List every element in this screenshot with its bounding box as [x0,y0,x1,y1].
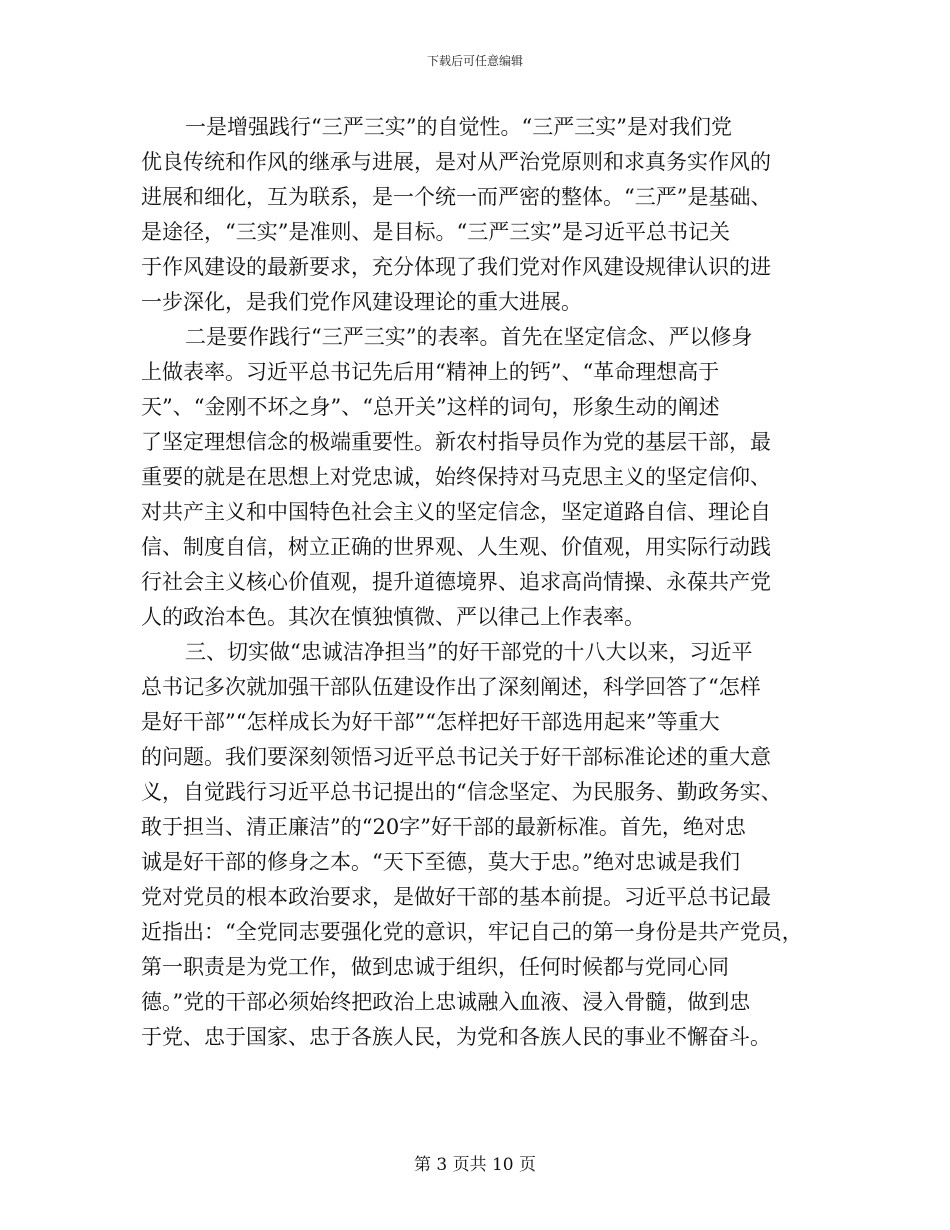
text-line: 德。”党的干部必须始终把政治上忠诚融入血液、浸入骨髓，做到忠 [141,990,751,1014]
text-line: 于作风建设的最新要求，充分体现了我们党对作风建设规律认识的进 [141,255,771,279]
text-line: 近指出：“全党同志要强化党的意识，牢记自己的第一身份是共产党员， [141,920,803,944]
text-line: 第一职责是为党工作，做到忠诚于组织，任何时候都与党同心同 [141,955,729,979]
document-body [141,110,831,1055]
page-number: 第 3 页共 10 页 [413,1155,537,1175]
text-line: 二是要作践行“三严三实”的表率。首先在坚定信念、严以修身 [185,325,753,349]
text-line: 诚是好干部的修身之本。“天下至德，莫大于忠。”绝对忠诚是我们 [141,850,740,874]
text-line: 行社会主义核心价值观，提升道德境界、追求高尚情操、永葆共产党 [141,570,771,594]
text-line: 对共产主义和中国特色社会主义的坚定信念，坚定道路自信、理论自 [141,500,771,524]
text-line: 上做表率。习近平总书记先后用“精神上的钙”、“革命理想高于 [141,360,720,384]
text-line: 三、切实做“忠诚洁净担当”的好干部党的十八大以来，习近平 [185,640,753,664]
text-line: 于党、忠于国家、忠于各族人民，为党和各族人民的事业不懈奋斗。 [141,1025,771,1049]
text-line: 了坚定理想信念的极端重要性。新农村指导员作为党的基层干部，最 [141,430,771,454]
text-line: 进展和细化，互为联系，是一个统一而严密的整体。“三严”是基础、 [141,185,772,209]
text-line: 人的政治本色。其次在慎独慎微、严以律己上作表率。 [141,605,645,629]
text-line: 是好干部”“怎样成长为好干部”“怎样把好干部选用起来”等重大 [141,710,720,734]
text-line: 义，自觉践行习近平总书记提出的“信念坚定、为民服务、勤政务实、 [141,780,782,804]
text-line: 一步深化，是我们党作风建设理论的重大进展。 [141,290,582,314]
text-line: 的问题。我们要深刻领悟习近平总书记关于好干部标准论述的重大意 [141,745,771,769]
text-line: 一是增强践行“三严三实”的自觉性。“三严三实”是对我们党 [185,115,732,139]
text-line: 信、制度自信，树立正确的世界观、人生观、价值观，用实际行动践 [141,535,771,559]
text-line: 天”、“金刚不坏之身”、“总开关”这样的词句，形象生动的阐述 [141,395,720,419]
text-line: 总书记多次就加强干部队伍建设作出了深刻阐述，科学回答了“怎样 [141,675,761,699]
text-line: 是途径，“三实”是准则、是目标。“三严三实”是习近平总书记关 [141,220,730,244]
text-line: 党对党员的根本政治要求，是做好干部的基本前提。习近平总书记最 [141,885,771,909]
text-line: 敢于担当、清正廉洁”的“20字”好干部的最新标准。首先，绝对忠 [141,815,746,839]
text-line: 优良传统和作风的继承与进展，是对从严治党原则和求真务实作风的 [141,150,771,174]
text-line: 重要的就是在思想上对党忠诚，始终保持对马克思主义的坚定信仰、 [141,465,771,489]
page-header: 下载后可任意编辑 [426,54,523,68]
